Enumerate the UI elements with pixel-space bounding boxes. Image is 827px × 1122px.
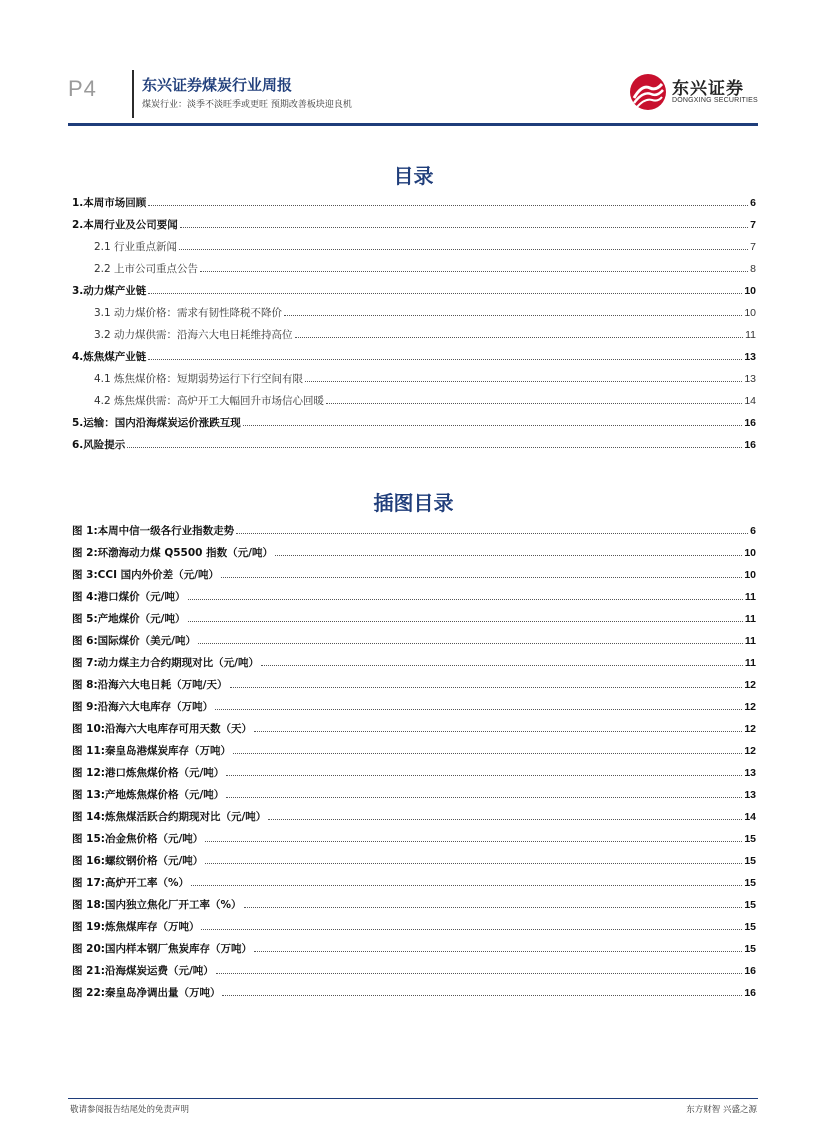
- figure-entry-page-number: 13: [744, 789, 756, 801]
- figure-entry-label: 图 5:产地煤价（元/吨）: [72, 613, 186, 625]
- figure-entry-page-number: 15: [744, 877, 756, 889]
- figure-entry-page-number: 12: [744, 723, 756, 735]
- figure-entry-label: 图 3:CCI 国内外价差（元/吨）: [72, 569, 219, 581]
- figure-entry-label: 图 20:国内样本钢厂焦炭库存（万吨）: [72, 943, 252, 955]
- logo-chinese-text: 东兴证券: [672, 79, 744, 99]
- figure-entry-page-number: 15: [744, 921, 756, 933]
- figure-entry-label: 图 7:动力煤主力合约期现对比（元/吨）: [72, 657, 259, 669]
- dot-leader: [198, 643, 743, 644]
- figure-entry-page-number: 16: [744, 987, 756, 999]
- toc-entry-label: 3.1 动力煤价格：需求有韧性降税不降价: [94, 307, 283, 319]
- dot-leader: [226, 775, 742, 776]
- toc-entry-label: 2.本周行业及公司要闻: [72, 219, 178, 231]
- toc-entry-page-number: 16: [744, 439, 756, 451]
- dot-leader: [275, 555, 742, 556]
- dot-leader: [188, 621, 743, 622]
- toc-entry-label: 4.炼焦煤产业链: [72, 351, 147, 363]
- figures-list: [72, 523, 756, 1007]
- toc-entry[interactable]: [72, 415, 756, 437]
- figure-entry-label: 图 2:环渤海动力煤 Q5500 指数（元/吨）: [72, 547, 273, 559]
- toc-entry-page-number: 6: [750, 197, 756, 209]
- figure-entry-page-number: 10: [744, 569, 756, 581]
- dot-leader: [205, 863, 742, 864]
- figure-entry-page-number: 15: [744, 943, 756, 955]
- figure-entry-label: 图 17:高炉开工率（%）: [72, 877, 189, 889]
- figures-title: 插图目录: [373, 491, 454, 515]
- figure-entry-label: 图 10:沿海六大电库存可用天数（天）: [72, 723, 252, 735]
- toc-entry-label: 6.风险提示: [72, 439, 126, 451]
- dot-leader: [201, 929, 742, 930]
- figure-entry[interactable]: [72, 567, 756, 589]
- figure-entry-page-number: 14: [744, 811, 756, 823]
- figure-entry-label: 图 22:秦皇岛净调出量（万吨）: [72, 987, 221, 999]
- footer-disclaimer: 敬请参阅报告结尾处的免责声明: [70, 1105, 190, 1115]
- toc-entry-page-number: 13: [744, 373, 756, 385]
- dot-leader: [261, 665, 743, 666]
- toc-entry[interactable]: [72, 327, 756, 349]
- dot-leader: [326, 403, 742, 404]
- dot-leader: [148, 293, 742, 294]
- logo-english-text: DONGXING SECURITIES: [672, 97, 758, 104]
- toc-entry-label: 2.2 上市公司重点公告: [94, 263, 199, 275]
- figure-entry-label: 图 4:港口煤价（元/吨）: [72, 591, 186, 603]
- dot-leader: [236, 533, 748, 534]
- dot-leader: [222, 995, 742, 996]
- dot-leader: [191, 885, 742, 886]
- toc-entry-label: 3.动力煤产业链: [72, 285, 147, 297]
- dot-leader: [230, 687, 743, 688]
- figure-entry-page-number: 12: [744, 679, 756, 691]
- dot-leader: [243, 425, 743, 426]
- toc-list: [72, 195, 756, 459]
- figure-entry[interactable]: [72, 699, 756, 721]
- figure-entry-page-number: 10: [744, 547, 756, 559]
- figure-entry-label: 图 1:本周中信一级各行业指数走势: [72, 525, 235, 537]
- dot-leader: [180, 227, 748, 228]
- figure-entry-page-number: 11: [744, 591, 756, 603]
- dot-leader: [215, 709, 742, 710]
- figure-entry[interactable]: [72, 897, 756, 919]
- toc-entry-page-number: 11: [745, 329, 756, 341]
- figure-entry-page-number: 12: [744, 701, 756, 713]
- dot-leader: [148, 205, 748, 206]
- figure-entry[interactable]: [72, 721, 756, 743]
- toc-entry[interactable]: [72, 371, 756, 393]
- figure-entry[interactable]: [72, 963, 756, 985]
- toc-entry-label: 5.运输：国内沿海煤炭运价涨跌互现: [72, 417, 241, 429]
- toc-entry-page-number: 10: [744, 307, 756, 319]
- figure-entry-page-number: 11: [744, 613, 756, 625]
- dot-leader: [226, 797, 742, 798]
- dot-leader: [221, 577, 742, 578]
- toc-entry-page-number: 7: [750, 219, 756, 231]
- header-divider: [132, 70, 134, 118]
- toc-entry[interactable]: [72, 239, 756, 261]
- figure-entry[interactable]: [72, 831, 756, 853]
- figure-entry-page-number: 16: [744, 965, 756, 977]
- dot-leader: [188, 599, 743, 600]
- figure-entry-page-number: 15: [744, 833, 756, 845]
- figure-entry[interactable]: [72, 655, 756, 677]
- figure-entry[interactable]: [72, 941, 756, 963]
- figure-entry-label: 图 14:炼焦煤活跃合约期现对比（元/吨）: [72, 811, 267, 823]
- figure-entry-page-number: 11: [744, 635, 756, 647]
- figure-entry[interactable]: [72, 611, 756, 633]
- toc-entry[interactable]: [72, 393, 756, 415]
- figure-entry[interactable]: [72, 523, 756, 545]
- dot-leader: [254, 731, 742, 732]
- report-subtitle: 煤炭行业：淡季不淡旺季或更旺 预期改善板块迎良机: [142, 100, 352, 110]
- figure-entry[interactable]: [72, 633, 756, 655]
- figure-entry[interactable]: [72, 919, 756, 941]
- figure-entry-label: 图 9:沿海六大电库存（万吨）: [72, 701, 214, 713]
- toc-entry[interactable]: [72, 305, 756, 327]
- dot-leader: [200, 271, 748, 272]
- dot-leader: [244, 907, 743, 908]
- figure-entry-label: 图 15:冶金焦价格（元/吨）: [72, 833, 204, 845]
- dot-leader: [284, 315, 742, 316]
- toc-entry-label: 3.2 动力煤供需：沿海六大电日耗维持高位: [94, 329, 293, 341]
- figure-entry-label: 图 12:港口炼焦煤价格（元/吨）: [72, 767, 225, 779]
- figure-entry-label: 图 18:国内独立焦化厂开工率（%）: [72, 899, 242, 911]
- page-number: P4: [68, 76, 97, 101]
- figure-entry-page-number: 6: [750, 525, 756, 537]
- dot-leader: [233, 753, 742, 754]
- figure-entry-page-number: 11: [744, 657, 756, 669]
- dot-leader: [305, 381, 742, 382]
- figure-entry-label: 图 16:螺纹钢价格（元/吨）: [72, 855, 204, 867]
- figure-entry-label: 图 11:秦皇岛港煤炭库存（万吨）: [72, 745, 231, 757]
- figure-entry[interactable]: [72, 765, 756, 787]
- figure-entry[interactable]: [72, 545, 756, 567]
- toc-entry-page-number: 13: [744, 351, 756, 363]
- toc-title: 目录: [393, 164, 434, 188]
- dot-leader: [216, 973, 743, 974]
- toc-entry-label: 1.本周市场回顾: [72, 197, 147, 209]
- figure-entry[interactable]: [72, 875, 756, 897]
- header-rule: [68, 123, 758, 126]
- figure-entry-page-number: 13: [744, 767, 756, 779]
- dot-leader: [295, 337, 744, 338]
- figure-entry-label: 图 6:国际煤价（美元/吨）: [72, 635, 196, 647]
- figure-entry[interactable]: [72, 743, 756, 765]
- figure-entry[interactable]: [72, 985, 756, 1007]
- figure-entry[interactable]: [72, 677, 756, 699]
- toc-entry[interactable]: [72, 283, 756, 305]
- toc-entry[interactable]: [72, 261, 756, 283]
- figure-entry[interactable]: [72, 787, 756, 809]
- toc-entry-page-number: 14: [744, 395, 756, 407]
- footer-rule: [68, 1098, 758, 1099]
- toc-entry-page-number: 8: [750, 263, 756, 275]
- toc-entry-page-number: 10: [744, 285, 756, 297]
- dot-leader: [148, 359, 742, 360]
- toc-entry[interactable]: [72, 217, 756, 239]
- toc-entry-label: 2.1 行业重点新闻: [94, 241, 178, 253]
- figure-entry-page-number: 12: [744, 745, 756, 757]
- toc-entry[interactable]: [72, 195, 756, 217]
- figure-entry[interactable]: [72, 853, 756, 875]
- toc-entry-page-number: 16: [744, 417, 756, 429]
- figure-entry[interactable]: [72, 809, 756, 831]
- figure-entry-label: 图 8:沿海六大电日耗（万吨/天）: [72, 679, 228, 691]
- figure-entry-label: 图 13:产地炼焦煤价格（元/吨）: [72, 789, 225, 801]
- dot-leader: [254, 951, 742, 952]
- figure-entry-label: 图 21:沿海煤炭运费（元/吨）: [72, 965, 214, 977]
- dot-leader: [127, 447, 742, 448]
- toc-entry[interactable]: [72, 437, 756, 459]
- toc-entry-page-number: 7: [750, 241, 756, 253]
- figure-entry[interactable]: [72, 589, 756, 611]
- footer-slogan: 东方财智 兴盛之源: [686, 1105, 757, 1115]
- figure-entry-page-number: 15: [744, 855, 756, 867]
- company-logo: [628, 70, 758, 116]
- toc-entry-label: 4.2 炼焦煤供需：高炉开工大幅回升市场信心回暖: [94, 395, 325, 407]
- page-header: [68, 66, 758, 124]
- toc-entry[interactable]: [72, 349, 756, 371]
- figure-entry-page-number: 15: [744, 899, 756, 911]
- dot-leader: [179, 249, 748, 250]
- figure-entry-label: 图 19:炼焦煤库存（万吨）: [72, 921, 200, 933]
- dot-leader: [268, 819, 742, 820]
- report-title: 东兴证券煤炭行业周报: [142, 76, 293, 94]
- dot-leader: [205, 841, 742, 842]
- logo-emblem-icon: [628, 72, 668, 112]
- toc-entry-label: 4.1 炼焦煤价格：短期弱势运行下行空间有限: [94, 373, 304, 385]
